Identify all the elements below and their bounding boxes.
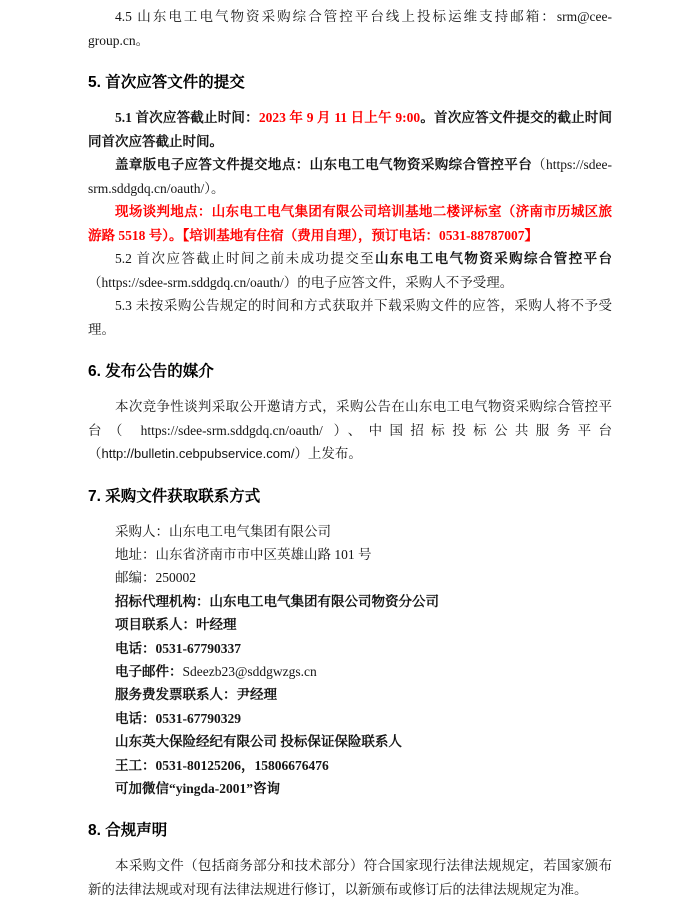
response-deadline-date: 2023 年 9 月 11 日上午 9:00 — [258, 110, 421, 125]
clause-5-1-label: 5.1 首次应答截止时间： — [115, 110, 259, 125]
section-5-heading: 5. 首次应答文件的提交 — [88, 74, 245, 91]
clause-5-1 — [88, 106, 612, 153]
compliance-paragraph: 本采购文件（包括商务部分和技术部分）符合国家现行法律法规规定，若国家颁布新的法律法规或对现有法律法规进行修订，以新颁布或修订后的法律法规规定为准。 — [88, 858, 612, 897]
announcement-media-text: 本次竞争性谈判采取公开邀请方式，采购公告在山东电工电气物资采购综合管控平台（ https://sdee-srm.sddgdq.cn/oauth/ ）、中国招标投标公共服务平台（ — [88, 399, 612, 461]
contact-list — [88, 520, 612, 801]
clause-5-2-prefix: 5.2 首次应答截止时间之前未成功提交至 — [115, 251, 376, 266]
clause-5-1-suffix: 。首次应答文件提交的截止时间同首次应答截止时间。 — [88, 110, 613, 149]
submit-location-paragraph — [88, 153, 612, 200]
section-8-heading: 8. 合规声明 — [88, 822, 168, 840]
submit-location-label: 盖章版电子应答文件提交地点：山东电工电气物资采购综合管控平台 — [115, 157, 533, 172]
announcement-media-paragraph — [88, 395, 612, 466]
platform-name: 山东电工电气物资采购综合管控平台 — [375, 251, 613, 266]
submit-platform-url: （https://sdee-srm.sddgdq.cn/oauth/）。 — [88, 157, 613, 196]
agency-line: 招标代理机构：山东电工电气集团有限公司物资分公司 — [115, 593, 439, 609]
section-7-heading: 7. 采购文件获取联系方式 — [88, 487, 261, 505]
insurance-contact-line: 山东英大保险经纪有限公司 投标保证保险联系人 — [115, 734, 402, 750]
email-value: Sdeezb23@sddgwzgs.cn — [182, 663, 317, 679]
cebpubservice-url: http://bulletin.cebpubservice.com/ — [101, 446, 295, 461]
project-contact-line: 项目联系人：叶经理 — [115, 617, 237, 633]
clause-4-5: 4.5 山东电工电气物资采购综合管控平台线上投标运维支持邮箱：srm@cee-group.cn。 — [88, 9, 612, 48]
email-line — [88, 660, 612, 683]
insurance-phone-line: 王工：0531-80125206，15806676476 — [115, 757, 329, 773]
phone-line-2: 电话：0531-67790329 — [115, 710, 241, 726]
address-line: 地址：山东省济南市市中区英雄山路 101 号 — [115, 546, 372, 562]
postcode-line: 邮编：250002 — [115, 570, 196, 586]
email-label: 电子邮件： — [115, 663, 183, 679]
clause-5-3: 5.3 未按采购公告规定的时间和方式获取并下载采购文件的应答，采购人将不予受理。 — [88, 298, 612, 337]
negotiation-site-notice: 现场谈判地点：山东电工电气集团有限公司培训基地二楼评标室（济南市历城区旅游路 5518 号）。【培训基地有住宿（费用自理），预订电话：0531-88787007】 — [88, 204, 612, 243]
announcement-media-tail: ）上发布。 — [294, 446, 362, 461]
clause-5-2 — [88, 247, 612, 294]
clause-5-2-suffix: （https://sdee-srm.sddgdq.cn/oauth/）的电子应答文件，采购人不予受理。 — [88, 274, 514, 290]
phone-line-1: 电话：0531-67790337 — [115, 640, 241, 656]
invoice-contact-line: 服务费发票联系人：尹经理 — [115, 687, 277, 703]
section-6-heading: 6. 发布公告的媒介 — [88, 363, 214, 380]
wechat-line: 可加微信“yingda-2001”咨询 — [115, 780, 281, 796]
purchaser-line: 采购人：山东电工电气集团有限公司 — [115, 523, 331, 539]
